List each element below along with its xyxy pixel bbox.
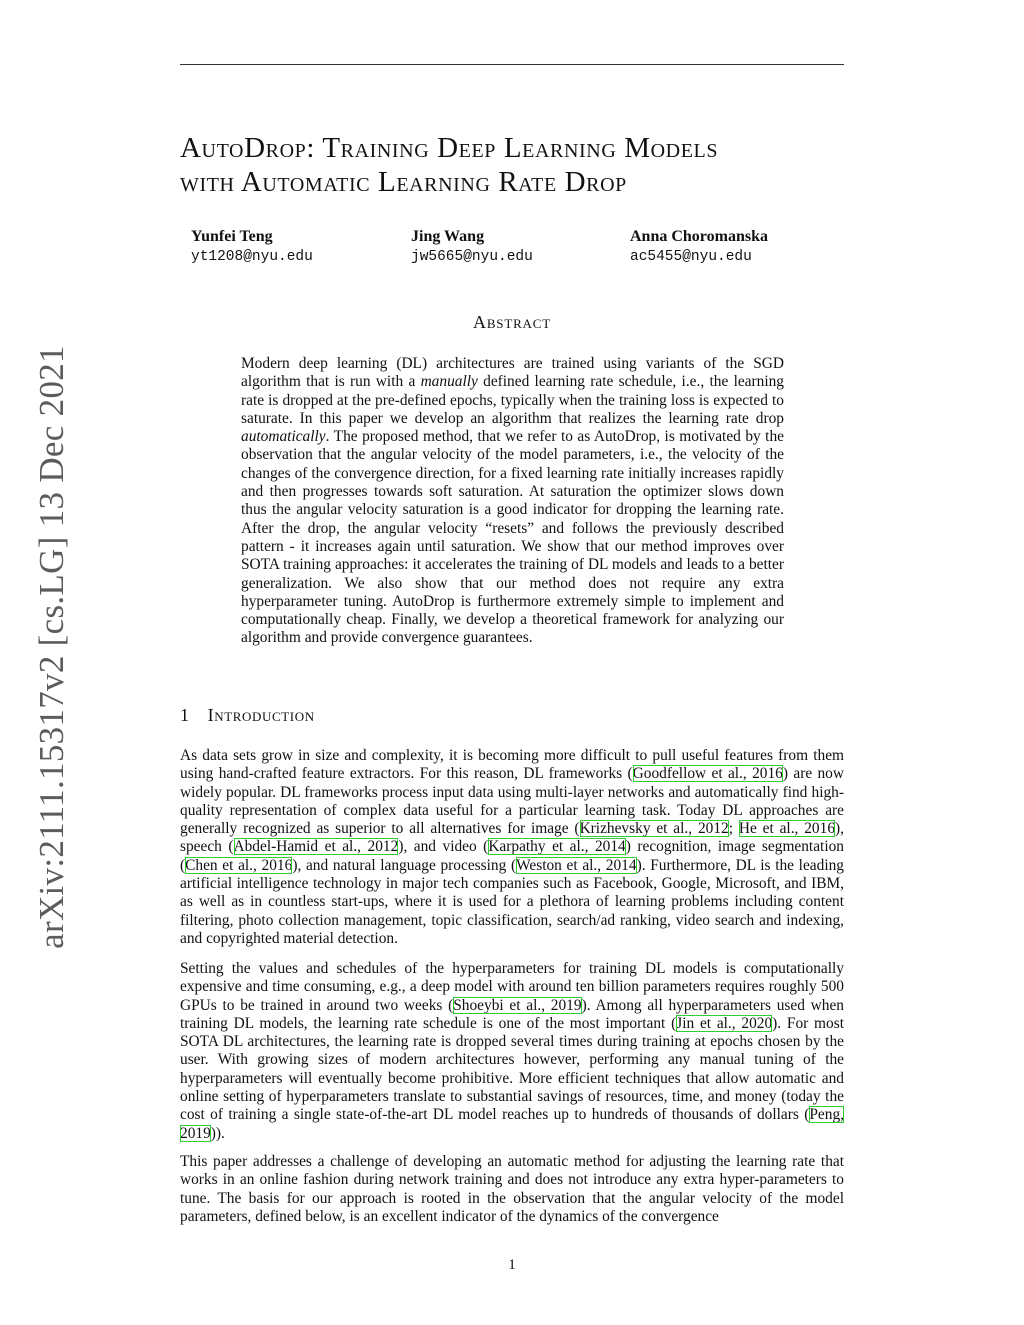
author-name: Jing Wang: [411, 228, 485, 245]
abstract-fragment: defined learning rate schedule, i.e., the learning rate is dropped at the pre-defined epochs, typically when the training loss is expected to saturate. In this paper we develop an algorithm that realizes the learning rate drop: [241, 373, 784, 427]
intro-paragraph-3: [180, 1153, 844, 1226]
author-email: ac5455@nyu.edu: [630, 249, 752, 265]
citation-link[interactable]: Weston et al., 2014: [516, 856, 637, 874]
abstract-fragment: Modern deep learning (DL) architectures are trained using variants of the SGD algorithm that is run with a: [241, 355, 784, 391]
citation-link[interactable]: Goodfellow et al., 2016: [632, 765, 783, 783]
author-email: yt1208@nyu.edu: [191, 249, 313, 265]
abstract-fragment: . The proposed method, that we refer to as AutoDrop, is motivated by the observation that the angular velocity of the model parameters, i.e., the velocity of the changes of the convergence direction, for a fixed learning rate initially increases rapidly and then progresses towards soft saturation. At saturation the optimizer slows down thus the angular velocity saturation is a good indicator for dropping the learning rate. After the drop, the angular velocity “resets” and follows the previously described pattern - it increases again until saturation. We show that our method improves over SOTA training approaches: it accelerates the training of DL models and leads to a better generalization. We also show that our method does not require any extra hyperparameter tuning. AutoDrop is furthermore extremely simple to implement and computationally cheap. Finally, we develop a theoretical framework for analyzing our algorithm and provide convergence guarantees.: [241, 428, 784, 647]
top-rule: [180, 64, 844, 65]
section-heading-introduction: [180, 705, 315, 726]
abstract-heading: Abstract: [473, 312, 551, 332]
citation-link[interactable]: He et al., 2016: [738, 820, 836, 838]
title-line-1: AutoDrop: Training Deep Learning Models: [180, 132, 719, 164]
page-number: 1: [508, 1257, 516, 1273]
section-title: Introduction: [207, 705, 315, 725]
text-fragment: As data sets grow in size and complexity, it is becoming more difficult to pull useful features from them using hand-crafted feature extractors. For this reason, DL frameworks (: [180, 747, 844, 783]
abstract-emphasis: automatically: [241, 428, 326, 446]
author-3: [630, 227, 768, 267]
citation-link[interactable]: Shoeybi et al., 2019: [453, 996, 582, 1014]
text-fragment: ;: [728, 820, 739, 838]
intro-paragraph-1: [180, 747, 844, 948]
citation-link[interactable]: Jin et al., 2020: [676, 1014, 773, 1032]
author-2: [411, 227, 533, 267]
abstract-emphasis: manually: [420, 373, 478, 391]
intro-paragraph-2: [180, 960, 844, 1143]
text-fragment: ) recognition, image segmentation (: [180, 838, 844, 874]
author-1: [191, 227, 313, 267]
citation-link[interactable]: Karpathy et al., 2014: [488, 838, 626, 856]
author-name: Anna Choromanska: [630, 228, 768, 245]
text-fragment: ). Furthermore, DL is the leading artificial intelligence technology in major tech companies such as Facebook, Google, Microsoft, and IBM, as well as in countless start-ups, where it is used for a plethora of learning problems including content filtering, photo collection management, topic classification, search/ad ranking, video search and indexing, and copyrighted material detection.: [180, 856, 844, 947]
text-fragment: Setting the values and schedules of the hyperparameters for training DL models is computationally expensive and time consuming, e.g., a deep model with around ten billion parameters requires roughly 500 GPUs to be trained in around two weeks (: [180, 960, 844, 1014]
citation-link[interactable]: Krizhevsky et al., 2012: [579, 820, 729, 838]
text-fragment: ). Among all hyperparameters used when training DL models, the learning rate schedule is one of the most important (: [180, 996, 845, 1032]
text-fragment: )).: [210, 1124, 225, 1142]
section-number: 1: [180, 705, 190, 725]
citation-link[interactable]: Chen et al., 2016: [185, 856, 293, 874]
title-line-2: with Automatic Learning Rate Drop: [180, 166, 627, 198]
author-email: jw5665@nyu.edu: [411, 249, 533, 265]
text-fragment: ). For most SOTA DL architectures, the learning rate is dropped several times during training at epochs chosen by the user. With growing sizes of modern architectures however, performing any manual tuning of the hyperparameters will eventually become prohibitive. More efficient techniques that allow automatic and online setting of hyperparameters translate to substantial savings of resources, time, and money (today the cost of training a single state-of-the-art DL model reaches up to hundreds of thousands of dollars (: [180, 1014, 844, 1124]
text-fragment: This paper addresses a challenge of developing an automatic method for adjusting the learning rate that works in an online fashion during network training and does not introduce any extra hyper-parameters to tune. The basis for our approach is rooted in the observation that the angular velocity of the model parameters, defined below, is an excellent indicator of the dynamics of the convergence: [180, 1153, 844, 1225]
citation-link[interactable]: Abdel-Hamid et al., 2012: [233, 838, 399, 856]
text-fragment: ) are now widely popular. DL frameworks process input data using multi-layer networks and automatically find high-quality representation of complex data useful for a particular learning task. Today DL approaches are generally recognized as superior to all alternatives for image (: [180, 765, 844, 838]
text-fragment: ), and natural language processing (: [292, 856, 517, 874]
citation-link[interactable]: Peng, 2019: [180, 1106, 844, 1142]
text-fragment: ), and video (: [398, 838, 489, 856]
text-fragment: ), speech (: [180, 820, 845, 856]
paper-title: [180, 131, 844, 199]
abstract-text: [241, 355, 784, 648]
arxiv-identifier: arXiv:2111.15317v2 [cs.LG] 13 Dec 2021: [32, 345, 71, 949]
author-name: Yunfei Teng: [191, 228, 273, 245]
